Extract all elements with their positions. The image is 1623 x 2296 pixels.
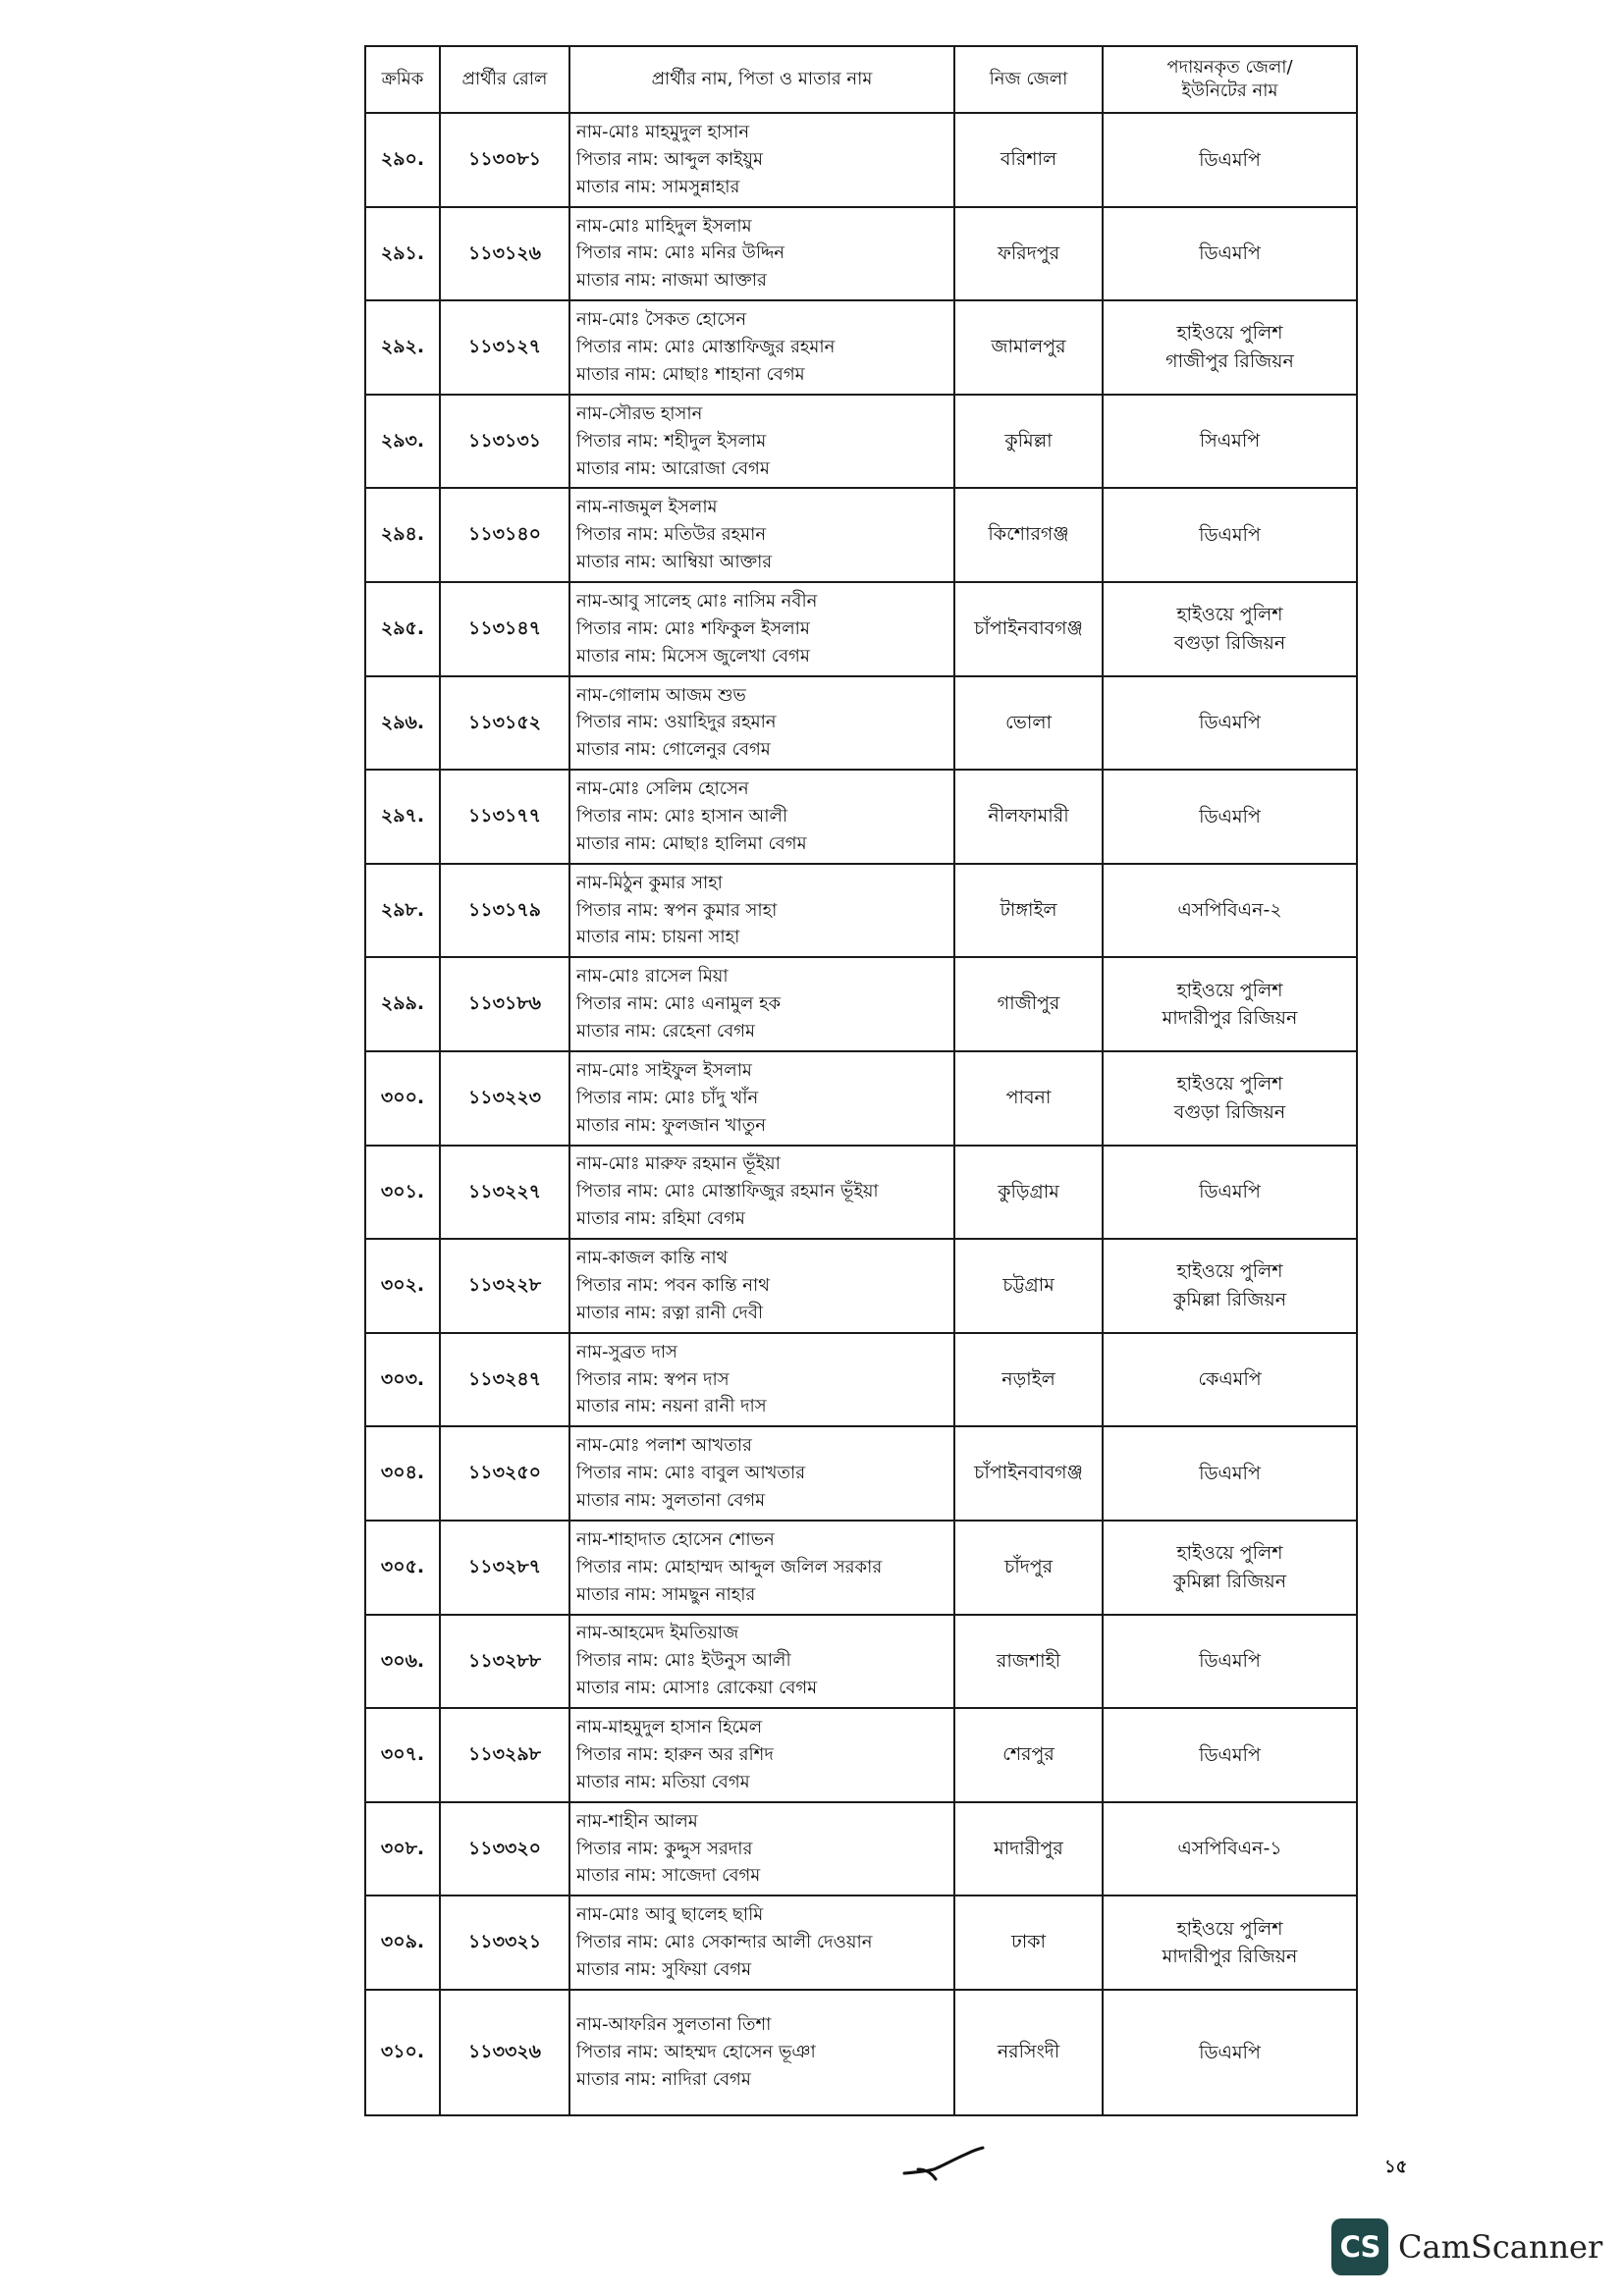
serial-cell: ২৯২. — [365, 300, 440, 395]
home-district-cell: চাঁপাইনবাবগঞ্জ — [954, 1426, 1103, 1521]
home-district-cell: চাঁদপুর — [954, 1521, 1103, 1615]
home-district-cell: নীলফামারী — [954, 770, 1103, 864]
names-cell — [569, 1521, 954, 1615]
posting-line1: হাইওয়ে পুলিশ — [1176, 1542, 1283, 1565]
header-posting-line2: ইউনিটের নাম — [1181, 80, 1278, 101]
posting-line1: ডিএমপি — [1199, 2041, 1261, 2063]
posting-line1: এসপিবিএন-২ — [1177, 899, 1282, 922]
serial-cell: ২৯৭. — [365, 770, 440, 864]
table-row — [365, 1426, 1357, 1521]
roll-cell: ১১৩২২৭ — [440, 1146, 569, 1240]
mother-name: মাতার নাম: চায়না সাহা — [576, 927, 740, 948]
table-row — [365, 864, 1357, 958]
posting-line1: ডিএমপি — [1199, 1743, 1261, 1766]
home-district-cell: কিশোরগঞ্জ — [954, 488, 1103, 582]
mother-name: মাতার নাম: মোছাঃ হালিমা বেগম — [576, 832, 807, 854]
candidate-name: নাম-মোঃ সেলিম হোসেন — [576, 778, 749, 800]
table-row — [365, 1333, 1357, 1427]
father-name: পিতার নাম: কুদ্দুস সরদার — [576, 1838, 753, 1859]
names-cell — [569, 1802, 954, 1896]
home-district-cell: জামালপুর — [954, 300, 1103, 395]
posting-line1: হাইওয়ে পুলিশ — [1176, 1073, 1283, 1095]
names-cell — [569, 300, 954, 395]
roll-cell: ১১৩১৪৭ — [440, 582, 569, 676]
candidate-name: নাম-মোঃ মারুফ রহমান ভূঁইয়া — [576, 1153, 781, 1175]
mother-name: মাতার নাম: সুলতানা বেগম — [576, 1490, 766, 1512]
names-cell — [569, 1239, 954, 1333]
candidate-name: নাম-শাহীন আলম — [576, 1810, 698, 1832]
father-name: পিতার নাম: শহীদুল ইসলাম — [576, 430, 767, 452]
header-posting-line1: পদায়নকৃত জেলা/ — [1166, 56, 1293, 78]
serial-cell: ২৯৫. — [365, 582, 440, 676]
home-district-cell: গাজীপুর — [954, 957, 1103, 1051]
roll-cell: ১১৩২৪৭ — [440, 1333, 569, 1427]
names-cell — [569, 113, 954, 207]
roll-cell: ১১৩২২৮ — [440, 1239, 569, 1333]
mother-name: মাতার নাম: রেহেনা বেগম — [576, 1021, 755, 1042]
father-name: পিতার নাম: মতিউর রহমান — [576, 524, 767, 546]
posting-line1: কেএমপি — [1198, 1368, 1262, 1391]
posting-line1: ডিএমপি — [1199, 148, 1261, 171]
posting-line2: মাদারীপুর রিজিয়ন — [1162, 1946, 1298, 1968]
header-serial: ক্রমিক — [365, 46, 440, 113]
mother-name: মাতার নাম: ফুলজান খাতুন — [576, 1114, 766, 1136]
roll-cell: ১১৩১৭৭ — [440, 770, 569, 864]
posting-cell — [1103, 1051, 1357, 1146]
table-row — [365, 395, 1357, 489]
names-cell — [569, 864, 954, 958]
header-posting — [1103, 46, 1357, 113]
father-name: পিতার নাম: আব্দুল কাইয়ুম — [576, 148, 764, 170]
roll-cell: ১১৩০৮১ — [440, 113, 569, 207]
father-name: পিতার নাম: মোঃ মোস্তাফিজুর রহমান — [576, 337, 836, 358]
names-cell — [569, 1051, 954, 1146]
serial-cell: ২৯৯. — [365, 957, 440, 1051]
mother-name: মাতার নাম: রহিমা বেগম — [576, 1208, 745, 1230]
posting-line1: এসপিবিএন-১ — [1177, 1838, 1282, 1860]
mother-name: মাতার নাম: সামসুন্নাহার — [576, 176, 740, 197]
posting-cell — [1103, 1708, 1357, 1802]
posting-line2: কুমিল্লা রিজিয়ন — [1172, 1288, 1287, 1310]
posting-line1: হাইওয়ে পুলিশ — [1176, 1917, 1283, 1940]
father-name: পিতার নাম: মোঃ চাঁদু খাঁন — [576, 1087, 759, 1108]
names-cell — [569, 207, 954, 301]
serial-cell: ৩০৯. — [365, 1896, 440, 1990]
serial-cell: ৩০৭. — [365, 1708, 440, 1802]
serial-cell: ২৯০. — [365, 113, 440, 207]
posting-cell — [1103, 300, 1357, 395]
father-name: পিতার নাম: মোঃ ইউনুস আলী — [576, 1650, 791, 1672]
father-name: পিতার নাম: মোঃ বাবুল আখতার — [576, 1463, 806, 1484]
mother-name: মাতার নাম: নাজমা আক্তার — [576, 270, 767, 292]
posting-cell — [1103, 1146, 1357, 1240]
father-name: পিতার নাম: পবন কান্তি নাথ — [576, 1274, 770, 1296]
serial-cell: ২৯৬. — [365, 676, 440, 771]
father-name: পিতার নাম: হারুন অর রশিদ — [576, 1743, 774, 1765]
home-district-cell: নড়াইল — [954, 1333, 1103, 1427]
roll-cell: ১১৩১২৭ — [440, 300, 569, 395]
posting-cell — [1103, 1239, 1357, 1333]
table-row — [365, 1896, 1357, 1990]
camscanner-logo-icon: CS — [1331, 2218, 1388, 2275]
father-name: পিতার নাম: আহম্মদ হোসেন ভূঞা — [576, 2041, 816, 2062]
serial-cell: ২৯১. — [365, 207, 440, 301]
table-row — [365, 1239, 1357, 1333]
posting-line1: ডিএমপি — [1199, 1462, 1261, 1484]
serial-cell: ৩১০. — [365, 1990, 440, 2115]
posting-cell — [1103, 676, 1357, 771]
father-name: পিতার নাম: মোহাম্মদ আব্দুল জলিল সরকার — [576, 1556, 883, 1577]
posting-cell — [1103, 864, 1357, 958]
candidate-name: নাম-সৌরভ হাসান — [576, 402, 703, 424]
candidate-name: নাম-সুব্রত দাস — [576, 1341, 677, 1362]
home-district-cell: রাজশাহী — [954, 1615, 1103, 1709]
candidate-name: নাম-মোঃ সাইফুল ইসলাম — [576, 1059, 752, 1081]
home-district-cell: কুমিল্লা — [954, 395, 1103, 489]
posting-line2: কুমিল্লা রিজিয়ন — [1172, 1570, 1287, 1592]
home-district-cell: টাঙ্গাইল — [954, 864, 1103, 958]
mother-name: মাতার নাম: মিসেস জুলেখা বেগম — [576, 645, 810, 667]
candidate-name: নাম-কাজল কান্তি নাথ — [576, 1248, 729, 1269]
names-cell — [569, 1426, 954, 1521]
mother-name: মাতার নাম: নাদিরা বেগম — [576, 2068, 751, 2090]
posting-cell — [1103, 957, 1357, 1051]
names-cell — [569, 1615, 954, 1709]
posting-line1: হাইওয়ে পুলিশ — [1176, 979, 1283, 1001]
serial-cell: ৩০৫. — [365, 1521, 440, 1615]
mother-name: মাতার নাম: গোলেনুর বেগম — [576, 739, 771, 761]
posting-cell — [1103, 395, 1357, 489]
serial-cell: ৩০৪. — [365, 1426, 440, 1521]
candidate-name: নাম-নাজমুল ইসলাম — [576, 497, 718, 518]
candidate-name: নাম-আফরিন সুলতানা তিশা — [576, 2014, 772, 2036]
roll-cell: ১১৩১২৬ — [440, 207, 569, 301]
roll-cell: ১১৩৩২০ — [440, 1802, 569, 1896]
names-cell — [569, 488, 954, 582]
table-row — [365, 1990, 1357, 2115]
roll-cell: ১১৩২৯৮ — [440, 1708, 569, 1802]
roll-cell: ১১৩২৮৭ — [440, 1521, 569, 1615]
roll-cell: ১১৩১৩১ — [440, 395, 569, 489]
names-cell — [569, 582, 954, 676]
table-row — [365, 1051, 1357, 1146]
roll-cell: ১১৩৩২১ — [440, 1896, 569, 1990]
table-row — [365, 957, 1357, 1051]
posting-line2: বগুড়া রিজিয়ন — [1173, 631, 1286, 654]
home-district-cell: কুড়িগ্রাম — [954, 1146, 1103, 1240]
home-district-cell: বরিশাল — [954, 113, 1103, 207]
posting-cell — [1103, 113, 1357, 207]
posting-line2: বগুড়া রিজিয়ন — [1173, 1100, 1286, 1123]
father-name: পিতার নাম: স্বপন দাস — [576, 1368, 730, 1390]
home-district-cell: ফরিদপুর — [954, 207, 1103, 301]
candidate-name: নাম-আহমেদ ইমতিয়াজ — [576, 1623, 739, 1644]
father-name: পিতার নাম: মোঃ সেকান্দার আলী দেওয়ান — [576, 1932, 873, 1953]
table-row — [365, 1615, 1357, 1709]
mother-name: মাতার নাম: রত্না রানী দেবী — [576, 1302, 764, 1323]
mother-name: মাতার নাম: নয়না রানী দাস — [576, 1396, 767, 1417]
father-name: পিতার নাম: ওয়াহিদুর রহমান — [576, 712, 777, 733]
names-cell — [569, 770, 954, 864]
father-name: পিতার নাম: মোঃ মনির উদ্দিন — [576, 242, 785, 264]
roll-cell: ১১৩১৪০ — [440, 488, 569, 582]
candidate-table — [364, 45, 1358, 2116]
father-name: পিতার নাম: মোঃ মোস্তাফিজুর রহমান ভূঁইয়া — [576, 1181, 879, 1202]
home-district-cell: শেরপুর — [954, 1708, 1103, 1802]
serial-cell: ২৯৪. — [365, 488, 440, 582]
table-row — [365, 1521, 1357, 1615]
names-cell — [569, 1333, 954, 1427]
roll-cell: ১১৩১৫২ — [440, 676, 569, 771]
home-district-cell: চাঁপাইনবাবগঞ্জ — [954, 582, 1103, 676]
candidate-name: নাম-শাহাদাত হোসেন শোভন — [576, 1528, 775, 1550]
posting-line1: ডিএমপি — [1199, 523, 1261, 546]
table-row — [365, 1802, 1357, 1896]
header-roll: প্রার্থীর রোল — [440, 46, 569, 113]
father-name: পিতার নাম: স্বপন কুমার সাহা — [576, 899, 778, 921]
candidate-name: নাম-মোঃ আবু ছালেহ ছামি — [576, 1904, 764, 1926]
serial-cell: ২৯৮. — [365, 864, 440, 958]
names-cell — [569, 676, 954, 771]
table-body — [365, 113, 1357, 2115]
camscanner-watermark — [1331, 2218, 1602, 2275]
serial-cell: ৩০৮. — [365, 1802, 440, 1896]
serial-cell: ৩০৩. — [365, 1333, 440, 1427]
mother-name: মাতার নাম: আরোজা বেগম — [576, 457, 770, 479]
mother-name: মাতার নাম: সাজেদা বেগম — [576, 1865, 761, 1887]
names-cell — [569, 1896, 954, 1990]
serial-cell: ৩০১. — [365, 1146, 440, 1240]
posting-line2: গাজীপুর রিজিয়ন — [1165, 349, 1294, 372]
candidate-name: নাম-মোঃ পলাশ আখতার — [576, 1435, 752, 1457]
posting-cell — [1103, 1990, 1357, 2115]
home-district-cell: চট্টগ্রাম — [954, 1239, 1103, 1333]
names-cell — [569, 1708, 954, 1802]
posting-cell — [1103, 1615, 1357, 1709]
table-row — [365, 770, 1357, 864]
home-district-cell: নরসিংদী — [954, 1990, 1103, 2115]
candidate-name: নাম-মাহমুদুল হাসান হিমেল — [576, 1717, 763, 1738]
home-district-cell: মাদারীপুর — [954, 1802, 1103, 1896]
posting-cell — [1103, 488, 1357, 582]
candidate-name: নাম-মিঠুন কুমার সাহা — [576, 872, 723, 893]
home-district-cell: ঢাকা — [954, 1896, 1103, 1990]
posting-line2: মাদারীপুর রিজিয়ন — [1162, 1007, 1298, 1030]
names-cell — [569, 957, 954, 1051]
candidate-name: নাম-মোঃ মাহমুদুল হাসান — [576, 121, 750, 142]
father-name: পিতার নাম: মোঃ শফিকুল ইসলাম — [576, 617, 810, 639]
home-district-cell: পাবনা — [954, 1051, 1103, 1146]
names-cell — [569, 395, 954, 489]
table-row — [365, 113, 1357, 207]
father-name: পিতার নাম: মোঃ হাসান আলী — [576, 806, 788, 827]
mother-name: মাতার নাম: সামছুন নাহার — [576, 1583, 756, 1605]
posting-line1: হাইওয়ে পুলিশ — [1176, 1260, 1283, 1283]
posting-cell — [1103, 770, 1357, 864]
signature-mark — [898, 2140, 987, 2184]
page-number: ১৫ — [1384, 2157, 1408, 2177]
posting-line1: হাইওয়ে পুলিশ — [1176, 322, 1283, 345]
table-row — [365, 207, 1357, 301]
names-cell — [569, 1146, 954, 1240]
candidate-name: নাম-মোঃ সৈকত হোসেন — [576, 309, 747, 331]
table-header — [365, 46, 1357, 113]
posting-cell — [1103, 582, 1357, 676]
table-row — [365, 1146, 1357, 1240]
roll-cell: ১১৩২৮৮ — [440, 1615, 569, 1709]
roll-cell: ১১৩৩২৬ — [440, 1990, 569, 2115]
posting-cell — [1103, 1802, 1357, 1896]
serial-cell: ৩০২. — [365, 1239, 440, 1333]
header-names: প্রার্থীর নাম, পিতা ও মাতার নাম — [569, 46, 954, 113]
mother-name: মাতার নাম: আম্বিয়া আক্তার — [576, 552, 773, 573]
header-row — [365, 46, 1357, 113]
posting-cell — [1103, 1426, 1357, 1521]
mother-name: মাতার নাম: মতিয়া বেগম — [576, 1771, 750, 1792]
posting-line1: সিএমপি — [1199, 430, 1261, 453]
candidate-name: নাম-আবু সালেহ মোঃ নাসিম নবীন — [576, 590, 818, 612]
posting-line1: ডিএমপি — [1199, 805, 1261, 828]
posting-line1: ডিএমপি — [1199, 712, 1261, 734]
roll-cell: ১১৩১৭৯ — [440, 864, 569, 958]
mother-name: মাতার নাম: মোসাঃ রোকেয়া বেগম — [576, 1678, 818, 1699]
camscanner-text: CamScanner — [1398, 2228, 1603, 2266]
names-cell — [569, 1990, 954, 2115]
posting-line1: ডিএমপি — [1199, 242, 1261, 265]
table-row — [365, 582, 1357, 676]
roll-cell: ১১৩২২৩ — [440, 1051, 569, 1146]
table-row — [365, 676, 1357, 771]
posting-line1: ডিএমপি — [1199, 1181, 1261, 1203]
candidate-name: নাম-মোঃ রাসেল মিয়া — [576, 966, 729, 988]
candidate-name: নাম-গোলাম আজম শুভ — [576, 684, 746, 706]
father-name: পিতার নাম: মোঃ এনামুল হক — [576, 993, 782, 1015]
posting-line1: হাইওয়ে পুলিশ — [1176, 604, 1283, 626]
serial-cell: ৩০০. — [365, 1051, 440, 1146]
posting-cell — [1103, 207, 1357, 301]
roll-cell: ১১৩২৫০ — [440, 1426, 569, 1521]
candidate-name: নাম-মোঃ মাহিদুল ইসলাম — [576, 215, 752, 237]
posting-cell — [1103, 1333, 1357, 1427]
posting-cell — [1103, 1521, 1357, 1615]
mother-name: মাতার নাম: সুফিয়া বেগম — [576, 1959, 752, 1981]
roll-cell: ১১৩১৮৬ — [440, 957, 569, 1051]
table-row — [365, 1708, 1357, 1802]
table-row — [365, 300, 1357, 395]
header-district: নিজ জেলা — [954, 46, 1103, 113]
home-district-cell: ভোলা — [954, 676, 1103, 771]
posting-cell — [1103, 1896, 1357, 1990]
mother-name: মাতার নাম: মোছাঃ শাহানা বেগম — [576, 363, 805, 385]
table-row — [365, 488, 1357, 582]
serial-cell: ৩০৬. — [365, 1615, 440, 1709]
posting-line1: ডিএমপি — [1199, 1650, 1261, 1673]
serial-cell: ২৯৩. — [365, 395, 440, 489]
